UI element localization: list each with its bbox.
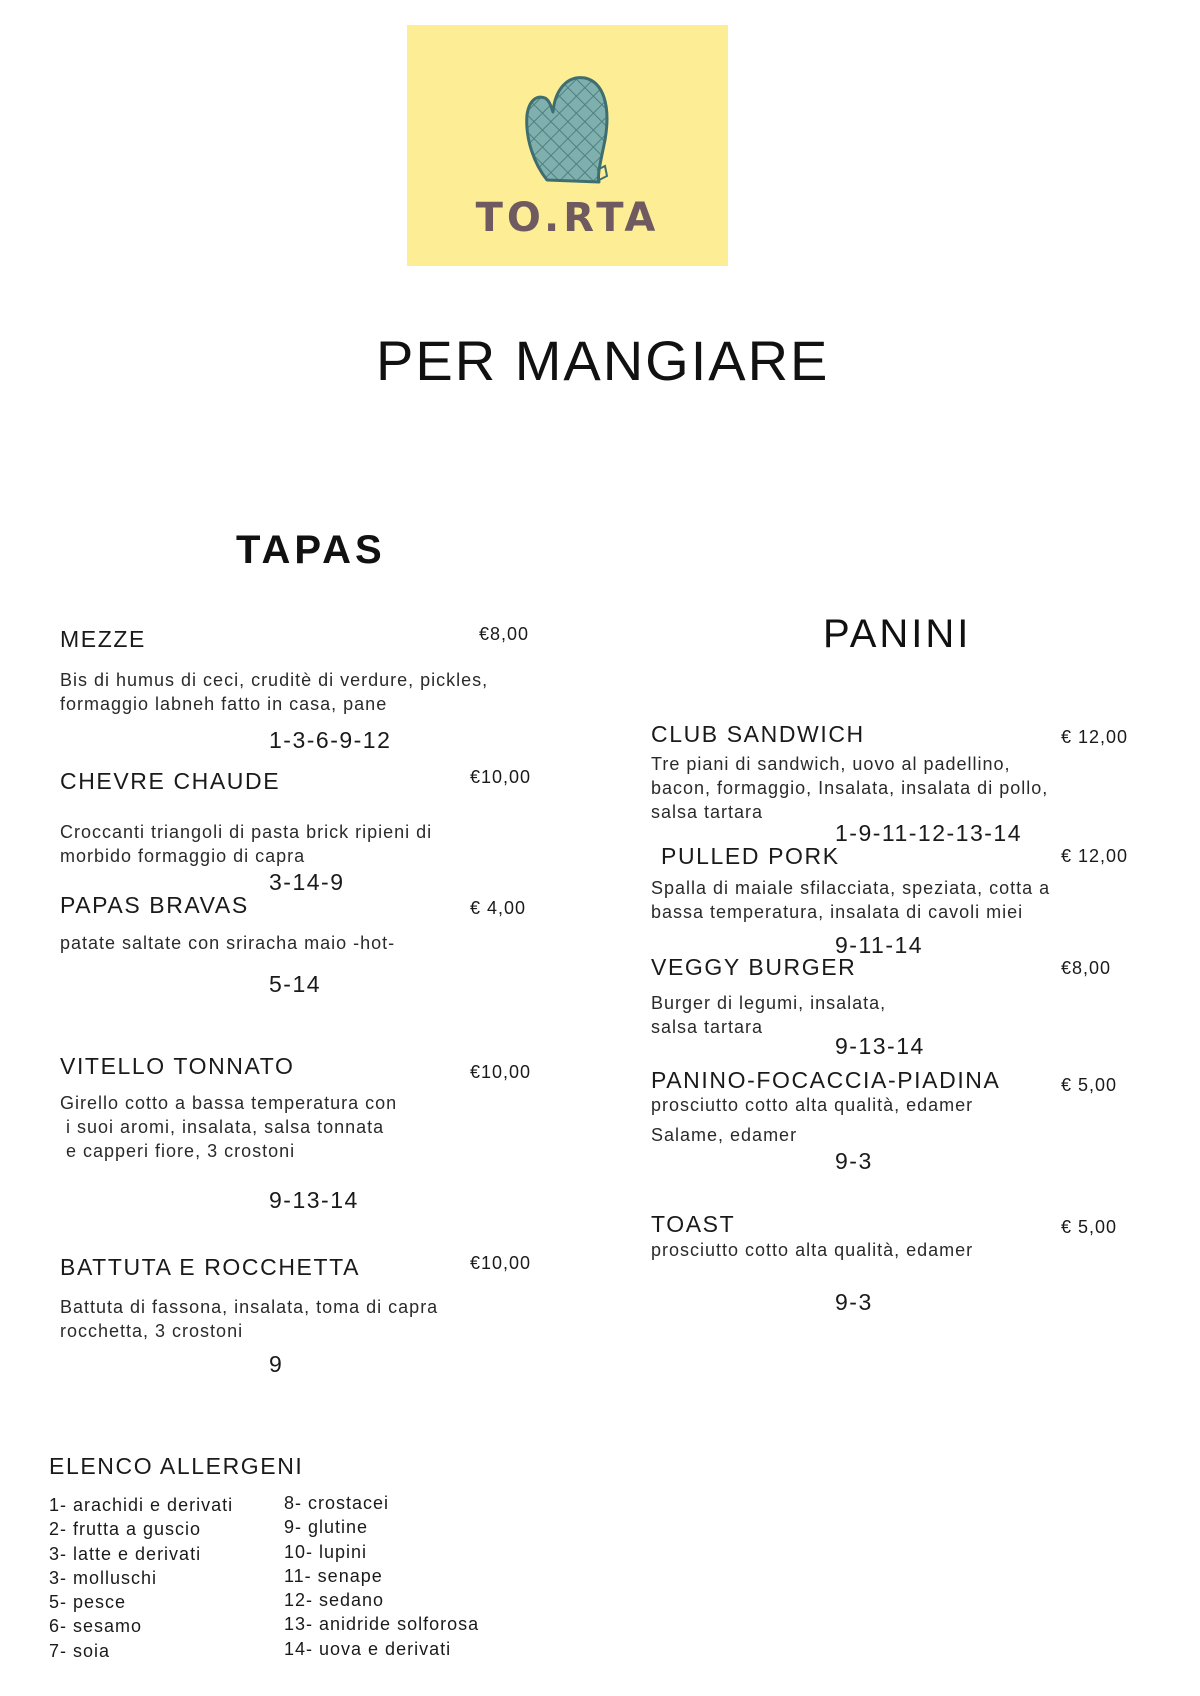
menu-item-description: prosciutto cotto alta qualità, edamer: [651, 1240, 974, 1260]
menu-item-price: €10,00: [470, 1062, 532, 1082]
menu-item-description: prosciutto cotto alta qualità, edamer: [651, 1095, 974, 1115]
menu-item-allergens: 9-11-14: [835, 932, 924, 958]
allergen-list-column-2: [284, 1491, 479, 1661]
menu-item-description: Burger di legumi, insalata, salsa tartara: [651, 993, 887, 1037]
menu-item-allergens: 9-3: [835, 1148, 873, 1174]
menu-item-description: Spalla di maiale sfilacciata, speziata, cotta a bassa temperatura, insalata di cavoli miei: [651, 878, 1051, 922]
menu-item-allergens: 1-9-11-12-13-14: [835, 820, 1023, 846]
menu-item-allergens: 5-14: [269, 971, 322, 997]
page-title: PER MANGIARE: [376, 329, 830, 392]
menu-item-price: € 12,00: [1061, 846, 1129, 866]
menu-item-price: €8,00: [1061, 958, 1112, 978]
allergen-entry: 7- soia: [49, 1640, 111, 1661]
menu-item-price: € 12,00: [1061, 727, 1129, 747]
allergen-entry: 3- latte e derivati: [49, 1543, 202, 1564]
menu-item-description: Croccanti triangoli di pasta brick ripieni di morbido formaggio di capra: [60, 822, 433, 866]
panini-heading: PANINI: [823, 612, 972, 656]
menu-item-description: Tre piani di sandwich, uovo al padellino, bacon, formaggio, Insalata, insalata di pollo, salsa tartara: [651, 754, 1049, 822]
menu-item-description: Battuta di fassona, insalata, toma di capra rocchetta, 3 crostoni: [60, 1297, 439, 1341]
menu-item-price: € 5,00: [1061, 1217, 1118, 1237]
menu-item-price: € 4,00: [470, 898, 527, 918]
allergen-entry: 6- sesamo: [49, 1616, 143, 1637]
menu-item-description: Salame, edamer: [651, 1125, 798, 1145]
menu-item-name: PANINO-FOCACCIA-PIADINA: [651, 1067, 1001, 1093]
allergen-entry: 3- molluschi: [49, 1567, 158, 1588]
menu-item-allergens: 9-13-14: [835, 1033, 925, 1059]
menu-item-price: € 5,00: [1061, 1075, 1118, 1095]
menu-item-name: MEZZE: [60, 626, 146, 652]
menu-item-allergens: 9: [269, 1351, 284, 1377]
menu-item-name: BATTUTA E ROCCHETTA: [60, 1254, 361, 1280]
menu-item-allergens: 1-3-6-9-12: [269, 727, 392, 753]
menu-item-description: Bis di humus di ceci, cruditè di verdure, pickles, formaggio labneh fatto in casa, pane: [60, 670, 489, 714]
allergen-entry: 1- arachidi e derivati: [49, 1495, 234, 1515]
menu-item-name: CHEVRE CHAUDE: [60, 768, 281, 794]
logo: [407, 25, 728, 266]
menu-item-allergens: 9-3: [835, 1289, 873, 1315]
tapas-heading: TAPAS: [236, 528, 386, 572]
allergen-entry: 8- crostacei: [284, 1493, 390, 1513]
menu-item-price: €10,00: [470, 1253, 532, 1273]
allergen-list-heading: ELENCO ALLERGENI: [49, 1453, 304, 1479]
menu-item-price: €8,00: [479, 624, 530, 644]
menu-item-name: PULLED PORK: [661, 843, 840, 869]
allergen-entry: 2- frutta a guscio: [49, 1519, 202, 1540]
allergen-entry: 13- anidride solforosa: [284, 1614, 480, 1635]
allergen-entry: 5- pesce: [49, 1592, 127, 1613]
menu-item-name: PAPAS BRAVAS: [60, 892, 249, 918]
menu-item-description: Girello cotto a bassa temperatura con i suoi aromi, insalata, salsa tonnata e capperi fiore, 3 crostoni: [60, 1093, 398, 1161]
menu-item-name: VEGGY BURGER: [651, 954, 857, 980]
menu-item-name: VITELLO TONNATO: [60, 1053, 295, 1079]
allergen-list-column-1: [49, 1493, 233, 1663]
menu-item-description: patate saltate con sriracha maio -hot-: [60, 933, 396, 953]
allergen-entry: 14- uova e derivati: [284, 1638, 452, 1659]
allergen-entry: 9- glutine: [284, 1517, 369, 1538]
menu-item-name: TOAST: [651, 1211, 736, 1237]
allergen-entry: 11- senape: [284, 1565, 383, 1586]
menu-item-name: CLUB SANDWICH: [651, 721, 865, 747]
logo-text: TO.RTA: [475, 195, 660, 241]
allergen-entry: 12- sedano: [284, 1590, 385, 1611]
allergen-entry: 10- lupini: [284, 1541, 368, 1562]
menu-item-price: €10,00: [470, 767, 532, 787]
menu-item-allergens: 3-14-9: [269, 869, 345, 895]
menu-item-allergens: 9-13-14: [269, 1187, 359, 1213]
